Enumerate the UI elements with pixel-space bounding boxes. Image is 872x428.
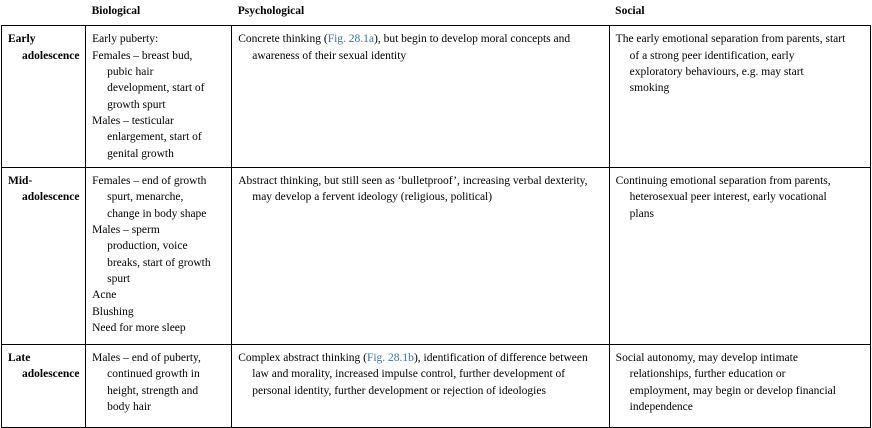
bio-line: genital growth bbox=[107, 147, 174, 160]
psychological-cell-mid bbox=[232, 167, 609, 344]
psych-text-rest: personal identity, further development or rejection of ideologies bbox=[252, 384, 546, 397]
stage-line-1: Late bbox=[8, 351, 31, 364]
column-header-psychological: Psychological bbox=[232, 0, 609, 26]
bio-line: Males – testicular bbox=[92, 114, 174, 127]
psych-text-post: ), identification of difference between bbox=[413, 351, 588, 364]
social-line: relationships, further education or bbox=[629, 368, 786, 381]
stage-label-mid bbox=[2, 167, 86, 344]
biological-cell-mid bbox=[86, 167, 232, 344]
stage-line-2: adolescence bbox=[22, 191, 80, 204]
bio-line: growth spurt bbox=[107, 98, 166, 111]
table-header bbox=[2, 0, 871, 26]
table-row bbox=[2, 26, 871, 168]
psych-text-pre: Complex abstract thinking ( bbox=[238, 351, 367, 364]
social-line: of a strong peer identification, early bbox=[629, 49, 795, 62]
table-row bbox=[2, 167, 871, 344]
stage-label-early bbox=[2, 26, 86, 168]
biological-cell-late bbox=[86, 344, 232, 427]
psychological-cell-late bbox=[232, 344, 609, 427]
stage-line-2: adolescence bbox=[22, 49, 80, 62]
adolescence-development-table bbox=[1, 0, 871, 428]
bio-line: development, start of bbox=[107, 82, 205, 95]
column-header-biological: Biological bbox=[86, 0, 232, 26]
bio-line: change in body shape bbox=[107, 207, 207, 220]
psych-text-pre: Concrete thinking ( bbox=[238, 33, 328, 46]
table-header-row bbox=[2, 0, 871, 26]
bio-line: Females – breast bud, bbox=[92, 49, 193, 62]
social-cell-mid bbox=[609, 167, 870, 344]
social-line: independence bbox=[629, 400, 693, 413]
social-cell-late bbox=[609, 344, 870, 427]
bio-line: continued growth in bbox=[107, 368, 200, 381]
bio-line: Females – end of growth bbox=[92, 174, 207, 187]
stage-line-1: Early bbox=[8, 33, 36, 46]
social-line: heterosexual peer interest, early vocational bbox=[629, 191, 827, 204]
psych-text-rest: awareness of their sexual identity bbox=[252, 49, 407, 62]
bio-line: Blushing bbox=[92, 305, 134, 318]
stage-line-2: adolescence bbox=[22, 368, 80, 381]
social-line: employment, may begin or develop financial bbox=[629, 384, 836, 397]
psych-text-pre: Abstract thinking, but still seen as ‘bulletproof’, increasing verbal dexterity, bbox=[238, 174, 588, 187]
bio-line: enlargement, start of bbox=[107, 131, 202, 144]
bio-line: spurt, menarche, bbox=[107, 191, 184, 204]
psychological-cell-early bbox=[232, 26, 609, 168]
figure-reference-link[interactable]: Fig. 28.1a bbox=[327, 33, 375, 46]
biological-cell-early bbox=[86, 26, 232, 168]
bio-line: Acne bbox=[92, 289, 117, 302]
table-body bbox=[2, 26, 871, 428]
bio-line: pubic hair bbox=[107, 65, 154, 78]
bio-line: body hair bbox=[107, 400, 151, 413]
social-line: exploratory behaviours, e.g. may start bbox=[629, 65, 804, 78]
stage-label-late bbox=[2, 344, 86, 427]
bio-line: Males – sperm bbox=[92, 223, 160, 236]
bio-line: Need for more sleep bbox=[92, 321, 186, 334]
bio-line: height, strength and bbox=[107, 384, 199, 397]
psych-text-rest: law and morality, increased impulse control, further development of bbox=[252, 368, 566, 381]
social-line: Continuing emotional separation from parents, bbox=[615, 174, 831, 187]
social-line: Social autonomy, may develop intimate bbox=[615, 351, 798, 364]
column-header-social: Social bbox=[609, 0, 870, 26]
bio-line: spurt bbox=[107, 272, 131, 285]
figure-reference-link[interactable]: Fig. 28.1b bbox=[366, 351, 414, 364]
social-line: smoking bbox=[629, 82, 670, 95]
bio-line: Males – end of puberty, bbox=[92, 351, 201, 364]
table-row bbox=[2, 344, 871, 427]
bio-line: Early puberty: bbox=[92, 33, 159, 46]
column-header-stage bbox=[2, 0, 86, 26]
psych-text-post: ), but begin to develop moral concepts and bbox=[374, 33, 571, 46]
social-line: The early emotional separation from parents, start bbox=[615, 33, 846, 46]
psych-text-rest: may develop a fervent ideology (religious, political) bbox=[252, 191, 493, 204]
social-cell-early bbox=[609, 26, 870, 168]
bio-line: breaks, start of growth bbox=[107, 256, 211, 269]
stage-line-1: Mid- bbox=[8, 174, 33, 187]
bio-line: production, voice bbox=[107, 240, 188, 253]
social-line: plans bbox=[629, 207, 654, 220]
